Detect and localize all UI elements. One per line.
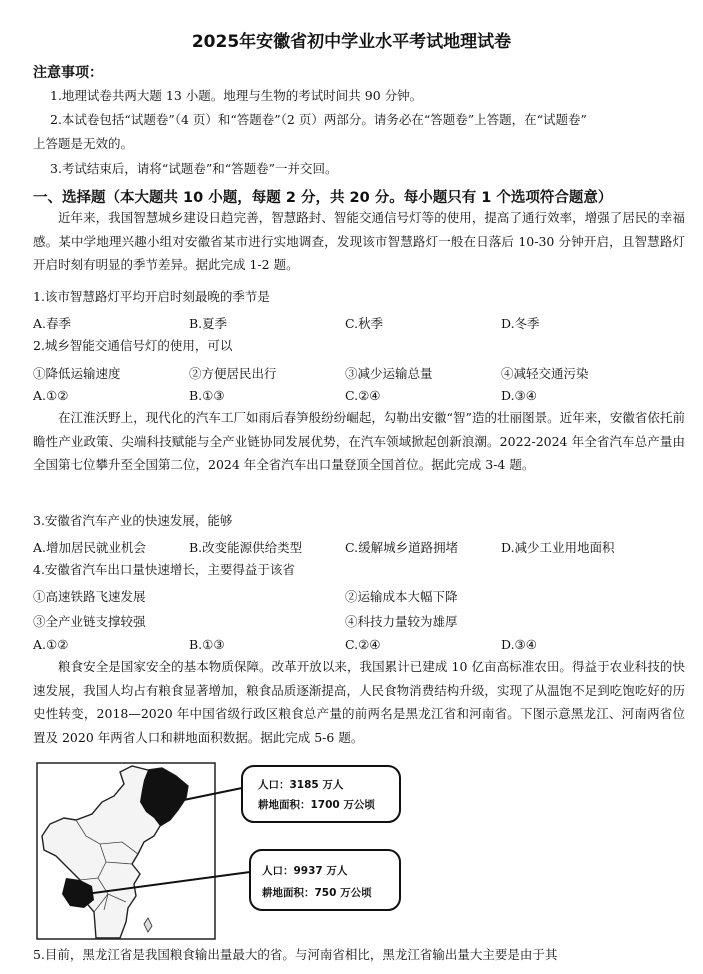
q4-statement-2: ②运输成本大幅下降	[345, 589, 458, 604]
province-map-figure	[36, 762, 406, 940]
q2-stem: 2.城乡智能交通信号灯的使用，可以	[33, 338, 233, 353]
heilongjiang-data-box	[242, 766, 400, 822]
q3-option-b[interactable]: B.改变能源供给类型	[189, 540, 303, 555]
q2-statement-1: ①降低运输速度	[33, 366, 121, 381]
q1-option-d[interactable]: D.冬季	[501, 316, 540, 331]
notes-heading: 注意事项：	[33, 65, 103, 81]
passage-2: 在江淮沃野上，现代化的汽车工厂如雨后春笋般纷纷崛起，勾勒出安徽“智”造的壮丽图景。近年来，安徽省依托前瞻性产业政策、尖端科技赋能与全产业链协同发展优势，在汽车领域掀起创新浪潮。2022-2024 年全省汽车总产量由全国第七位攀升至全国第二位，2024 年全省汽车出口量登顶全国首位。据此完成 3-4 题。	[33, 410, 685, 472]
note-item-1: 1.地理试卷共两大题 13 小题。地理与生物的考试时间共 90 分钟。	[50, 88, 423, 103]
q2-statement-3: ③减少运输总量	[345, 366, 433, 381]
heilongjiang-farmland: 耕地面积：1700 万公顷	[258, 799, 375, 811]
q2-option-d[interactable]: D.③④	[501, 388, 537, 403]
q4-statement-3: ③全产业链支撑较强	[33, 614, 146, 629]
q1-option-c[interactable]: C.秋季	[345, 316, 384, 331]
section-1-heading: 一、选择题（本大题共 10 小题，每题 2 分，共 20 分。每小题只有 1 个选项符合题意）	[33, 190, 613, 206]
q2-option-a[interactable]: A.①②	[33, 388, 69, 403]
q4-option-d[interactable]: D.③④	[501, 637, 537, 652]
q2-option-b[interactable]: B.①③	[189, 388, 225, 403]
henan-data-box	[250, 850, 400, 910]
q2-statement-2: ②方便居民出行	[189, 366, 277, 381]
q5-stem: 5.目前，黑龙江省是我国粮食输出量最大的省。与河南省相比，黑龙江省输出量大主要是由于其	[33, 947, 558, 962]
note-item-2: 2.本试卷包括“试题卷”（4 页）和“答题卷”（2 页）两部分。请务必在“答题卷”上答题，在“试题卷”	[50, 112, 587, 127]
exam-title: 2025年安徽省初中学业水平考试地理试卷	[191, 32, 512, 52]
q3-option-a[interactable]: A.增加居民就业机会	[33, 540, 147, 555]
q3-option-c[interactable]: C.缓解城乡道路拥堵	[345, 540, 459, 555]
henan-population: 人口：9937 万人	[262, 865, 348, 877]
q3-option-d[interactable]: D.减少工业用地面积	[501, 540, 615, 555]
q4-stem: 4.安徽省汽车出口量快速增长，主要得益于该省	[33, 562, 295, 577]
henan-farmland: 耕地面积：750 万公顷	[262, 887, 372, 899]
q4-option-b[interactable]: B.①③	[189, 637, 225, 652]
q4-statement-4: ④科技力量较为雄厚	[345, 614, 458, 629]
q2-option-c[interactable]: C.②④	[345, 388, 381, 403]
q4-option-a[interactable]: A.①②	[33, 637, 69, 652]
q3-stem: 3.安徽省汽车产业的快速发展，能够	[33, 513, 233, 528]
q4-statement-1: ①高速铁路飞速发展	[33, 589, 146, 604]
q1-option-b[interactable]: B.夏季	[189, 316, 228, 331]
note-item-2-cont: 上答题是无效的。	[33, 136, 134, 151]
passage-3: 粮食安全是国家安全的基本物质保障。改革开放以来，我国累计已建成 10 亿亩高标准农田。得益于农业科技的快速发展，我国人均占有粮食显著增加，粮食品质逐渐提高，人民食物消费结构升级，实现了从温饱不足到吃饱吃好的历史性转变，2018—2020 年中国省级行政区粮食总产量的前两名是黑龙江省和河南省。下图示意黑龙江、河南两省位置及 2020 年两省人口和耕地面积数据。据此完成 5-6 题。	[33, 659, 685, 745]
q1-stem: 1.该市智慧路灯平均开启时刻最晚的季节是	[33, 289, 270, 304]
note-item-3: 3.考试结束后，请将“试题卷”和“答题卷”一并交回。	[50, 161, 338, 176]
q4-option-c[interactable]: C.②④	[345, 637, 381, 652]
heilongjiang-population: 人口：3185 万人	[258, 779, 344, 791]
q2-statement-4: ④减轻交通污染	[501, 366, 589, 381]
passage-1: 近年来，我国智慧城乡建设日趋完善，智慧路封、智能交通信号灯等的使用，提高了通行效率，增强了居民的幸福感。某中学地理兴趣小组对安徽省某市进行实地调查，发现该市智慧路灯一般在日落后 10-30 分钟开启，且智慧路灯开启时刻有明显的季节差异。据此完成 1-2 题。	[33, 210, 685, 272]
q1-option-a[interactable]: A.春季	[33, 316, 72, 331]
